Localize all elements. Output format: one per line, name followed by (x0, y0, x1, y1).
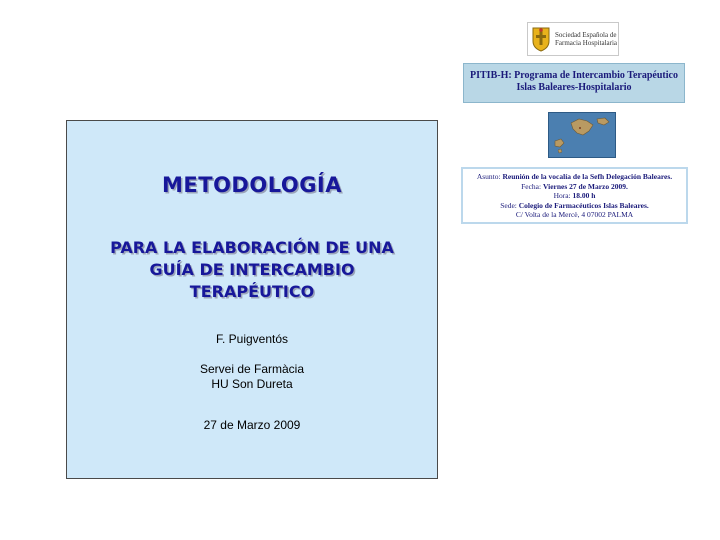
logo-text-line: Sociedad Española de (555, 31, 617, 39)
author-name: F. Puigventós (215, 332, 289, 346)
meeting-asunto (463, 172, 686, 182)
program-banner (463, 63, 685, 103)
meeting-info-box (461, 167, 688, 224)
sefh-emblem-icon (531, 26, 551, 52)
asunto-label: Asunto: (476, 172, 501, 181)
logo-text-line: Farmacia Hospitalaria (555, 39, 618, 47)
title-slide-box (66, 120, 438, 479)
fecha-value: Viernes 27 de Marzo 2009. (542, 181, 628, 191)
department-line: Servei de Farmàcia (199, 362, 305, 376)
department-line: HU Son Dureta (211, 377, 293, 391)
meeting-hora (463, 191, 686, 201)
balearic-islands-map (548, 112, 616, 158)
department (67, 362, 437, 392)
presentation-date: 27 de Marzo 2009 (203, 418, 301, 432)
sede-value: Colegio de Farmacéuticos Islas Baleares. (518, 200, 649, 210)
logo-text (555, 31, 617, 47)
program-line: PITIB-H: Programa de Intercambio Terapéutico (470, 70, 678, 81)
sede-label: Sede: (500, 200, 517, 210)
meeting-sede (463, 201, 686, 211)
asunto-value: Reunión de la vocalía de la Sefh Delegación Baleares. (502, 172, 673, 181)
hora-label: Hora: (553, 191, 571, 200)
subtitle-line: TERAPÉUTICO (189, 282, 315, 301)
fecha-label: Fecha: (521, 181, 542, 191)
hora-value: 18.00 h (572, 191, 596, 200)
sefh-logo (527, 22, 619, 56)
meeting-fecha (463, 182, 686, 192)
subtitle (77, 237, 427, 303)
meeting-address: C/ Volta de la Mercè, 4 07002 PALMA (515, 210, 634, 219)
subtitle-line: PARA LA ELABORACIÓN DE UNA (110, 238, 394, 257)
islands-map-icon (549, 113, 615, 157)
subtitle-line: GUÍA DE INTERCAMBIO (149, 260, 355, 279)
program-line: Islas Baleares-Hospitalario (516, 82, 632, 93)
main-title: METODOLOGÍA (162, 173, 342, 197)
